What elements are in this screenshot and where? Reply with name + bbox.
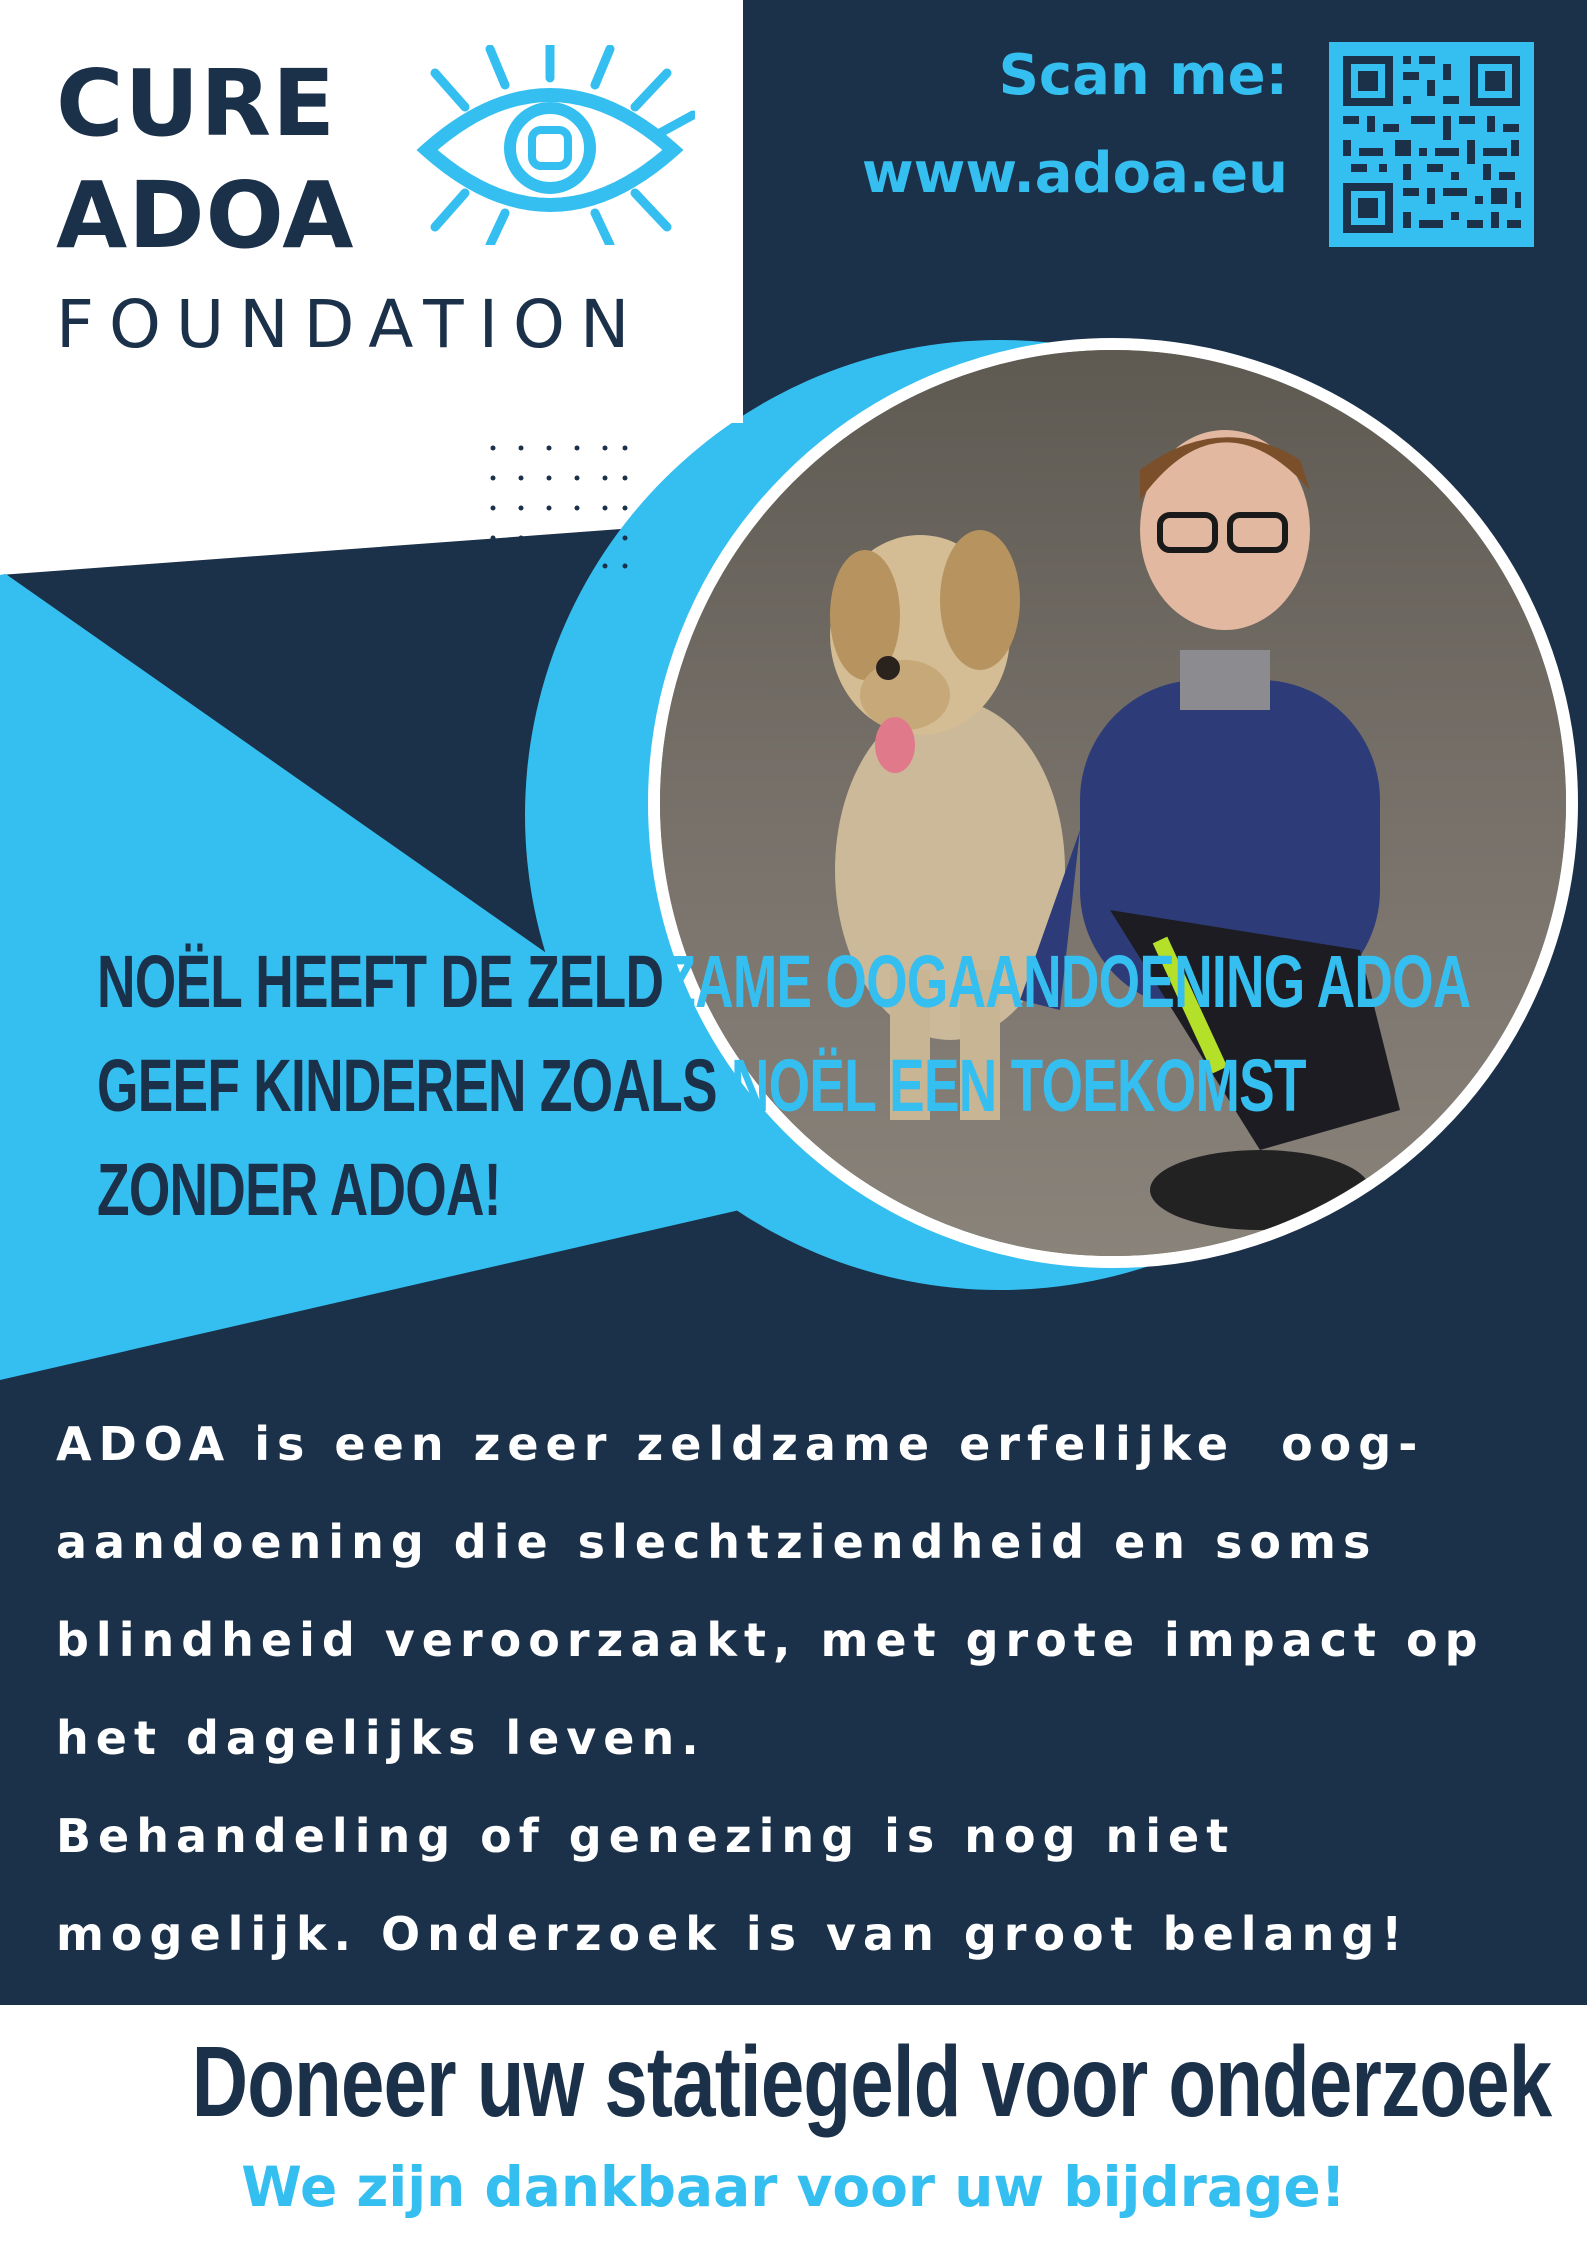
headline-line-2 (97, 1034, 1306, 1138)
body-line: blindheid veroorzaakt, met grote impact op (56, 1613, 1485, 1667)
scan-label: Scan me: (998, 43, 1288, 108)
headline-line-1 (97, 930, 1471, 1034)
dot-grid-decoration (485, 440, 635, 575)
website-link[interactable]: www.adoa.eu (861, 141, 1288, 206)
qr-pattern (1329, 42, 1534, 247)
headline-line-2-light: NOËL EEN TOEKOMST (730, 1044, 1306, 1127)
body-line: ADOA is een zeer zeldzame erfelijke oog- (56, 1417, 1425, 1471)
headline-line-3 (97, 1138, 1163, 1242)
eye-icon (405, 45, 695, 245)
call-to-action-text: Doneer uw statiegeld voor onderzoek (191, 2026, 1552, 2138)
logo[interactable] (0, 0, 743, 423)
headline (97, 930, 1577, 1242)
body-text (56, 1395, 1556, 1983)
qr-code-icon[interactable] (1329, 42, 1534, 247)
headline-line-3-dark: ZONDER ADOA! (97, 1148, 501, 1231)
body-line: het dagelijks leven. (56, 1711, 706, 1765)
body-line: mogelijk. Onderzoek is van groot belang! (56, 1907, 1410, 1961)
headline-line-1-dark: NOËL HEEFT DE ZELD (97, 940, 664, 1023)
logo-text-foundation: FOUNDATION (56, 286, 645, 363)
footer (0, 2005, 1587, 2245)
call-to-action (0, 2027, 1587, 2137)
headline-line-1-light: ZAME OOGAANDOENING ADOA (663, 940, 1471, 1023)
body-line: Behandeling of genezing is nog niet (56, 1809, 1236, 1863)
logo-text-adoa: ADOA (56, 162, 355, 269)
thanks-text: We zijn dankbaar voor uw bijdrage! (241, 2155, 1346, 2219)
logo-text-cure: CURE (56, 50, 336, 157)
headline-line-2-dark: GEEF KINDEREN ZOALS (97, 1044, 731, 1127)
body-line: aandoening die slechtziendheid en soms (56, 1515, 1378, 1569)
